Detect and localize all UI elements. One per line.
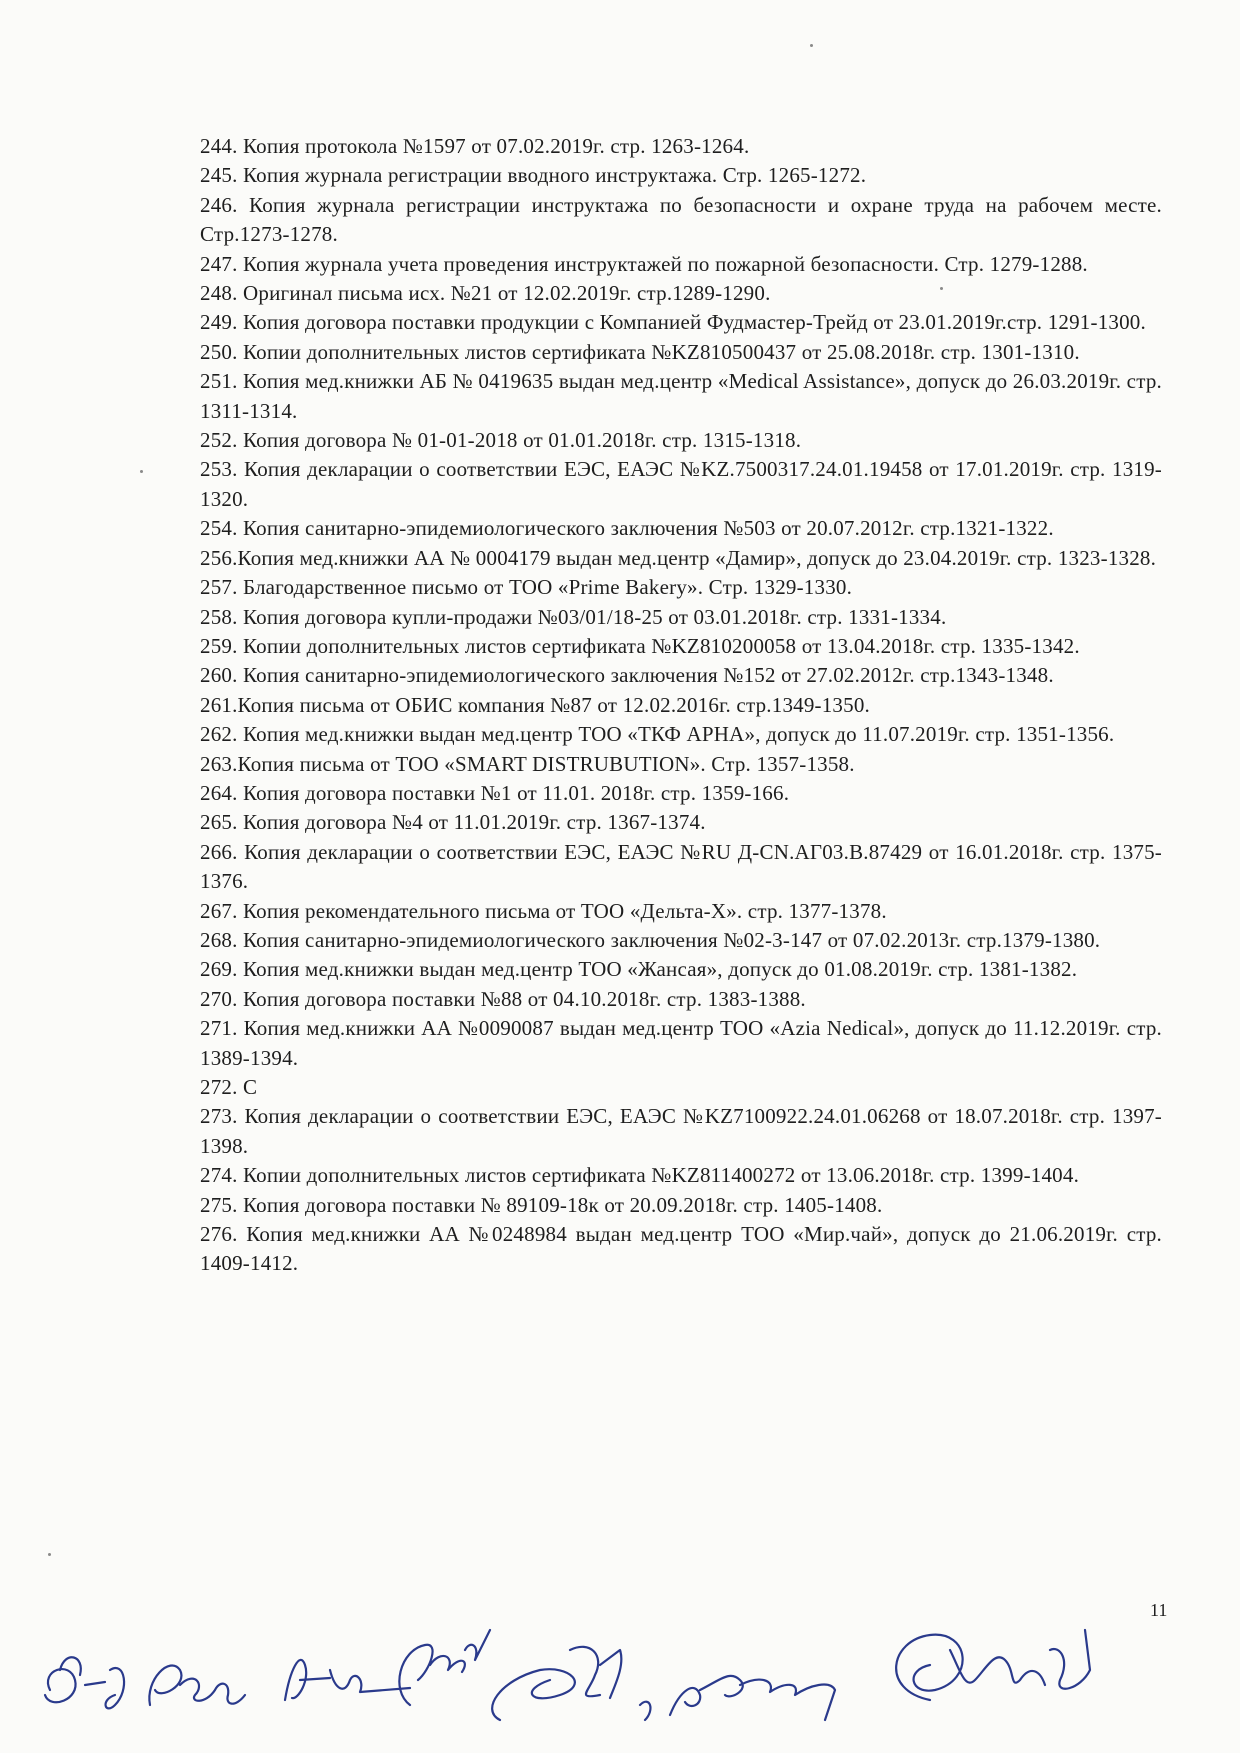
document-entry: 262. Копия мед.книжки выдан мед.центр ТОО «ТКФ АРНА», допуск до 11.07.2019г. стр. 1351-1356. [200,722,1115,747]
document-entry: 265. Копия договора №4 от 11.01.2019г. стр. 1367-1374. [200,810,706,835]
document-entry: 259. Копии дополнительных листов сертификата №KZ810200058 от 13.04.2018г. стр. 1335-1342. [200,633,1080,658]
document-entry: 260. Копия санитарно-эпидемиологического заключения №152 от 27.02.2012г. стр.1343-1348. [200,663,1054,688]
document-entry: 268. Копия санитарно-эпидемиологического заключения №02-3-147 от 07.02.2013г. стр.1379-1380. [200,927,1101,952]
signature-5 [492,1647,621,1720]
document-entry: 269. Копия мед.книжки выдан мед.центр ТОО «Жансая», допуск до 01.08.2019г. стр. 1381-1382. [200,957,1078,982]
signature-1 [45,1657,124,1708]
document-entry: 257. Благодарственное письмо от ТОО «Prime Bakery». Стр. 1329-1330. [200,575,853,600]
document-entry: 252. Копия договора № 01-01-2018 от 01.01.2018г. стр. 1315-1318. [200,428,802,453]
document-entry: 250. Копии дополнительных листов сертификата №KZ810500437 от 25.08.2018г. стр. 1301-1310. [200,339,1080,364]
signature-2 [149,1665,245,1705]
scan-speck [810,44,813,47]
document-entry: 248. Оригинал письма исх. №21 от 12.02.2019г. стр.1289-1290. [200,281,771,306]
document-entry: 249. Копия договора поставки продукции с Компанией Фудмастер-Трейд от 23.01.2019г.стр. 1291-1300. [200,310,1146,335]
document-entry: 245. Копия журнала регистрации вводного инструктажа. Стр. 1265-1272. [200,163,867,188]
document-entry: 256.Копия мед.книжки АА № 0004179 выдан мед.центр «Дамир», допуск до 23.04.2019г. стр. 1323-1328. [200,545,1157,570]
signature-6 [640,1676,835,1720]
document-entry: 266. Копия декларации о соответствии ЕЭС, ЕАЭС №RU Д-CN.АГ03.В.87429 от 16.01.2018г. стр. 1375-1376. [200,839,1162,894]
document-entry: 275. Копия договора поставки № 89109-18к от 20.09.2018г. стр. 1405-1408. [200,1192,883,1217]
document-entry: 254. Копия санитарно-эпидемиологического заключения №503 от 20.07.2012г. стр.1321-1322. [200,516,1054,541]
document-entry: 244. Копия протокола №1597 от 07.02.2019г. стр. 1263-1264. [200,134,750,158]
document-entry: 261.Копия письма от ОБИС компания №87 от 12.02.2016г. стр.1349-1350. [200,692,870,717]
document-entry: 271. Копия мед.книжки АА №0090087 выдан мед.центр ТОО «Azia Nedical», допуск до 11.12.2019г. стр. 1389-1394. [200,1016,1162,1070]
document-entry: 273. Копия декларации о соответствии ЕЭС, ЕАЭС №KZ7100922.24.01.06268 от 18.07.2018г. стр. 1397-1398. [200,1104,1162,1158]
document-entry-list [200,132,1162,1279]
document-entry: 267. Копия рекомендательного письма от ТОО «Дельта-Х». стр. 1377-1378. [200,898,887,923]
signature-7 [896,1630,1090,1700]
document-entry: 246. Копия журнала регистрации инструктажа по безопасности и охране труда на рабочем месте. Стр.1273-1278. [200,192,1162,247]
document-entry: 272. С [200,1075,258,1099]
scan-speck [48,1553,51,1556]
document-entry: 251. Копия мед.книжки АБ № 0419635 выдан мед.центр «Medical Assistance», допуск до 26.03.2019г. стр. 1311-1314. [200,369,1162,423]
document-entry: 270. Копия договора поставки №88 от 04.10.2018г. стр. 1383-1388. [200,986,806,1011]
document-entry: 247. Копия журнала учета проведения инструктажей по пожарной безопасности. Стр. 1279-1288. [200,251,1088,276]
signature-3 [285,1660,410,1700]
scan-speck [140,470,143,473]
document-entry: 253. Копия декларации о соответствии ЕЭС, ЕАЭС №KZ.7500317.24.01.19458 от 17.01.2019г. стр. 1319-1320. [200,457,1162,511]
document-entry: 276. Копия мед.книжки АА №0248984 выдан мед.центр ТОО «Мир.чай», допуск до 21.06.2019г. стр. 1409-1412. [200,1222,1162,1276]
handwritten-signatures [30,1610,1190,1740]
document-entry: 264. Копия договора поставки №1 от 11.01. 2018г. стр. 1359-166. [200,780,790,805]
page-number: 11 [1150,1600,1168,1620]
signature-4 [399,1630,490,1705]
document-entry: 258. Копия договора купли-продажи №03/01/18-25 от 03.01.2018г. стр. 1331-1334. [200,604,947,629]
document-entry: 274. Копии дополнительных листов сертификата №KZ811400272 от 13.06.2018г. стр. 1399-1404. [200,1163,1080,1188]
document-entry: 263.Копия письма от ТОО «SMART DISTRUBUTION». Стр. 1357-1358. [200,751,855,776]
